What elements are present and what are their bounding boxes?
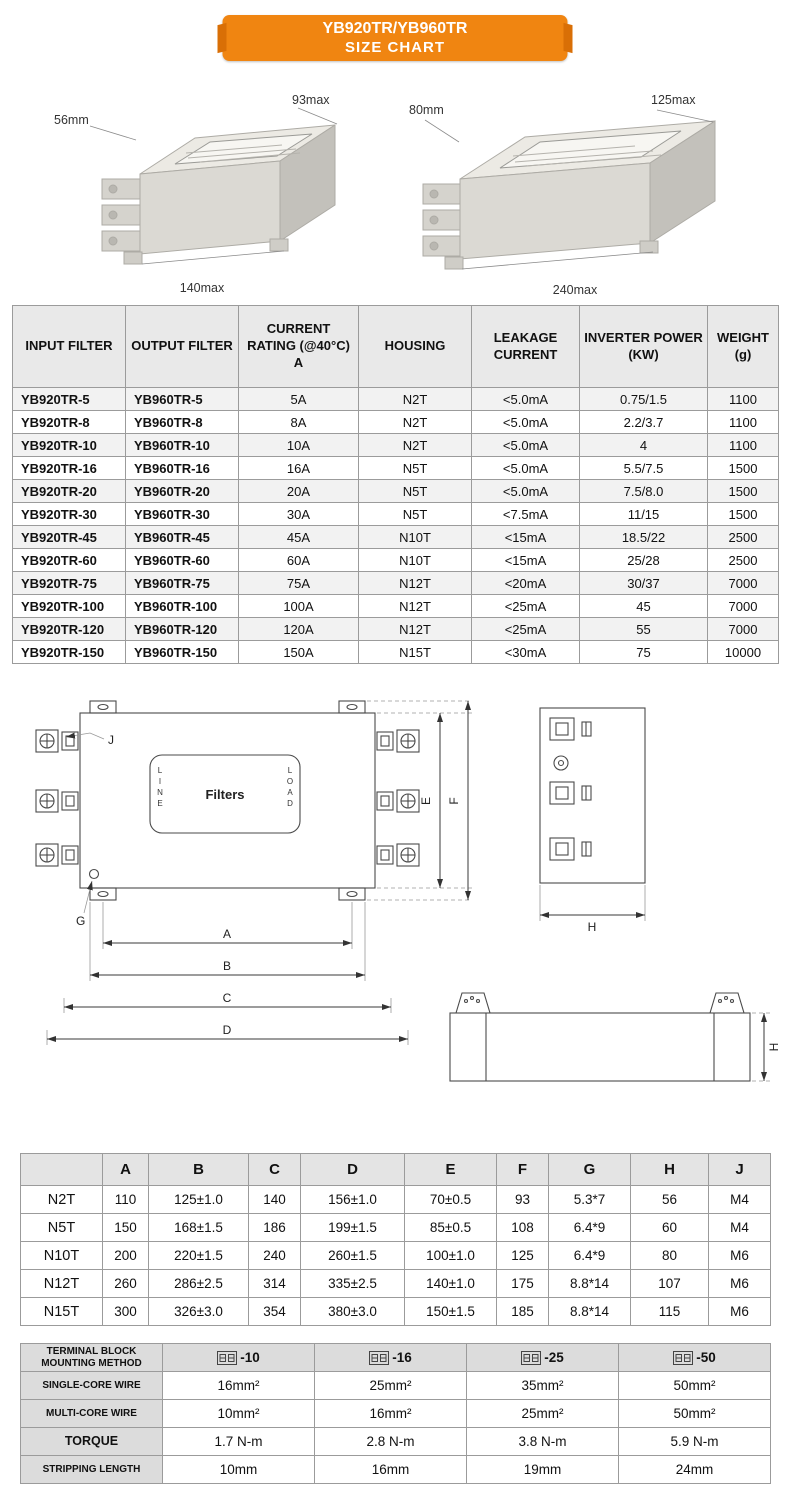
dim-col-header <box>21 1154 103 1186</box>
title-badge <box>223 15 568 61</box>
spec-cell: <15mA <box>472 526 580 549</box>
dim-label-h-side: H <box>587 920 597 934</box>
wire-cell: 3.8 N-m <box>467 1428 619 1456</box>
dim-col-header: C <box>249 1154 301 1186</box>
dim-height-label: 56mm <box>54 113 89 127</box>
dim-cell: 185 <box>497 1298 549 1326</box>
filters-label: Filters <box>205 787 245 802</box>
spec-cell: <7.5mA <box>472 503 580 526</box>
wiring-table <box>20 1343 771 1484</box>
spec-cell: YB960TR-16 <box>126 457 239 480</box>
spec-cell: N2T <box>359 434 472 457</box>
wire-cell: 16mm <box>315 1456 467 1484</box>
dimension-table <box>20 1153 771 1326</box>
dim-cell: 286±2.5 <box>149 1270 249 1298</box>
wire-row <box>21 1428 771 1456</box>
dim-row <box>21 1298 771 1326</box>
spec-cell: 1500 <box>708 480 779 503</box>
dim-cell: 220±1.5 <box>149 1242 249 1270</box>
dim-width-label: 240max <box>552 283 598 297</box>
spec-cell: 30/37 <box>580 572 708 595</box>
wire-cell: 25mm² <box>467 1400 619 1428</box>
page-title: YB920TR/YB960TR <box>322 19 468 37</box>
spec-header-row <box>13 306 779 388</box>
housing-name: N10T <box>21 1242 103 1270</box>
spec-cell: 1500 <box>708 457 779 480</box>
wire-row-label: TERMINAL BLOCK MOUNTING METHOD <box>21 1344 163 1372</box>
spec-cell: 4 <box>580 434 708 457</box>
dim-col-header: F <box>497 1154 549 1186</box>
wire-row <box>21 1400 771 1428</box>
wire-row <box>21 1456 771 1484</box>
spec-cell: N12T <box>359 595 472 618</box>
spec-cell: 2500 <box>708 526 779 549</box>
wire-cell: 16mm² <box>315 1400 467 1428</box>
load-label: L O A D <box>286 766 294 808</box>
dim-col-header: B <box>149 1154 249 1186</box>
terminal-size-label: -16 <box>392 1350 412 1365</box>
spec-col-header: WEIGHT (g) <box>708 306 779 388</box>
spec-cell: <5.0mA <box>472 434 580 457</box>
dim-label-j: J <box>108 733 114 747</box>
dim-cell: 70±0.5 <box>405 1186 497 1214</box>
spec-cell: <5.0mA <box>472 411 580 434</box>
spec-cell: 150A <box>239 641 359 664</box>
spec-cell: 25/28 <box>580 549 708 572</box>
spec-row <box>13 457 779 480</box>
spec-cell: <30mA <box>472 641 580 664</box>
spec-cell: 5.5/7.5 <box>580 457 708 480</box>
dim-cell: 6.4*9 <box>549 1242 631 1270</box>
dim-cell: 156±1.0 <box>301 1186 405 1214</box>
dim-col-header: D <box>301 1154 405 1186</box>
dim-cell: 240 <box>249 1242 301 1270</box>
spec-cell: YB920TR-120 <box>13 618 126 641</box>
terminal-block-icon <box>673 1351 693 1365</box>
spec-col-header: OUTPUT FILTER <box>126 306 239 388</box>
spec-cell: 1100 <box>708 388 779 411</box>
spec-cell: 10A <box>239 434 359 457</box>
spec-cell: N15T <box>359 641 472 664</box>
wire-cell: 25mm² <box>315 1372 467 1400</box>
housing-name: N5T <box>21 1214 103 1242</box>
dim-cell: 380±3.0 <box>301 1298 405 1326</box>
wire-row-label: TORQUE <box>21 1428 163 1456</box>
spec-cell: N5T <box>359 503 472 526</box>
dim-cell: 60 <box>631 1214 709 1242</box>
dim-cell: M6 <box>709 1242 771 1270</box>
dim-cell: 107 <box>631 1270 709 1298</box>
spec-col-header: CURRENT RATING (@40°C) A <box>239 306 359 388</box>
spec-row <box>13 526 779 549</box>
spec-row <box>13 549 779 572</box>
dim-label-a: A <box>222 927 232 941</box>
spec-cell: YB920TR-20 <box>13 480 126 503</box>
spec-cell: YB920TR-45 <box>13 526 126 549</box>
dim-cell: 260±1.5 <box>301 1242 405 1270</box>
spec-cell: YB920TR-30 <box>13 503 126 526</box>
spec-cell: 10000 <box>708 641 779 664</box>
wire-row-label: STRIPPING LENGTH <box>21 1456 163 1484</box>
dim-cell: 5.3*7 <box>549 1186 631 1214</box>
dim-cell: 8.8*14 <box>549 1270 631 1298</box>
dim-cell: 140 <box>249 1186 301 1214</box>
spec-row <box>13 434 779 457</box>
spec-cell: 1500 <box>708 503 779 526</box>
wire-cell: 50mm² <box>619 1400 771 1428</box>
spec-cell: YB920TR-8 <box>13 411 126 434</box>
dim-row <box>21 1242 771 1270</box>
spec-col-header: LEAKAGE CURRENT <box>472 306 580 388</box>
terminal-block-icon <box>217 1351 237 1365</box>
housing-name: N2T <box>21 1186 103 1214</box>
dim-label-g: G <box>76 914 86 928</box>
dim-cell: 6.4*9 <box>549 1214 631 1242</box>
spec-cell: YB960TR-8 <box>126 411 239 434</box>
bottom-view <box>450 993 750 1081</box>
dimension-drawings <box>20 693 790 1143</box>
spec-cell: 45A <box>239 526 359 549</box>
dim-col-header: A <box>103 1154 149 1186</box>
filter-box-small <box>102 125 335 264</box>
spec-cell: <5.0mA <box>472 457 580 480</box>
spec-cell: 7.5/8.0 <box>580 480 708 503</box>
spec-row <box>13 641 779 664</box>
wire-cell: 50mm² <box>619 1372 771 1400</box>
spec-row <box>13 411 779 434</box>
dim-label-d: D <box>222 1023 232 1037</box>
wire-row <box>21 1372 771 1400</box>
spec-cell: 120A <box>239 618 359 641</box>
dim-cell: 326±3.0 <box>149 1298 249 1326</box>
dim-col-header: J <box>709 1154 771 1186</box>
dim-cell: 335±2.5 <box>301 1270 405 1298</box>
dim-cell: 300 <box>103 1298 149 1326</box>
dim-width-label: 140max <box>179 281 225 295</box>
spec-cell: YB920TR-16 <box>13 457 126 480</box>
dim-cell: 56 <box>631 1186 709 1214</box>
spec-cell: YB960TR-30 <box>126 503 239 526</box>
spec-cell: 11/15 <box>580 503 708 526</box>
dim-lines-side <box>540 885 645 921</box>
dim-cell: 168±1.5 <box>149 1214 249 1242</box>
spec-cell: YB960TR-60 <box>126 549 239 572</box>
spec-row <box>13 388 779 411</box>
spec-cell: <25mA <box>472 618 580 641</box>
housing-name: N15T <box>21 1298 103 1326</box>
spec-row <box>13 503 779 526</box>
terminal-size-label: -50 <box>696 1350 716 1365</box>
spec-cell: N10T <box>359 549 472 572</box>
dimension-header-row <box>21 1154 771 1186</box>
spec-cell: YB960TR-10 <box>126 434 239 457</box>
spec-row <box>13 618 779 641</box>
spec-cell: N5T <box>359 457 472 480</box>
spec-cell: 100A <box>239 595 359 618</box>
spec-cell: <20mA <box>472 572 580 595</box>
dim-label-h-bottom: H <box>767 1042 781 1052</box>
spec-cell: 20A <box>239 480 359 503</box>
terminal-block-icon <box>369 1351 389 1365</box>
spec-cell: YB920TR-5 <box>13 388 126 411</box>
spec-cell: YB920TR-100 <box>13 595 126 618</box>
dim-cell: 354 <box>249 1298 301 1326</box>
dim-cell: M4 <box>709 1186 771 1214</box>
spec-cell: 75 <box>580 641 708 664</box>
product-photo-small <box>50 84 380 299</box>
spec-cell: N10T <box>359 526 472 549</box>
spec-col-header: HOUSING <box>359 306 472 388</box>
dim-cell: 100±1.0 <box>405 1242 497 1270</box>
dim-cell: M4 <box>709 1214 771 1242</box>
spec-cell: 8A <box>239 411 359 434</box>
spec-table <box>12 305 779 664</box>
spec-cell: 0.75/1.5 <box>580 388 708 411</box>
spec-cell: 30A <box>239 503 359 526</box>
spec-cell: 5A <box>239 388 359 411</box>
spec-cell: <5.0mA <box>472 480 580 503</box>
filter-box-large <box>423 121 715 269</box>
wire-cell: 19mm <box>467 1456 619 1484</box>
spec-cell: YB960TR-150 <box>126 641 239 664</box>
line-label: L I N E <box>157 766 163 808</box>
spec-cell: N2T <box>359 411 472 434</box>
spec-cell: YB960TR-45 <box>126 526 239 549</box>
dim-label-b: B <box>222 959 232 973</box>
spec-cell: YB960TR-5 <box>126 388 239 411</box>
spec-cell: YB920TR-10 <box>13 434 126 457</box>
spec-cell: 16A <box>239 457 359 480</box>
dim-cell: 115 <box>631 1298 709 1326</box>
product-photo-large <box>395 84 770 304</box>
wire-cell <box>163 1344 315 1372</box>
spec-cell: YB960TR-100 <box>126 595 239 618</box>
wire-cell: 10mm² <box>163 1400 315 1428</box>
dim-cell: 314 <box>249 1270 301 1298</box>
wire-cell <box>619 1344 771 1372</box>
spec-cell: YB960TR-75 <box>126 572 239 595</box>
dim-cell: 110 <box>103 1186 149 1214</box>
dim-depth-label: 93max <box>292 93 330 107</box>
spec-cell: N2T <box>359 388 472 411</box>
spec-cell: YB960TR-120 <box>126 618 239 641</box>
dim-label-c: C <box>222 991 232 1005</box>
spec-cell: 2500 <box>708 549 779 572</box>
dim-col-header: H <box>631 1154 709 1186</box>
dim-cell: 186 <box>249 1214 301 1242</box>
spec-col-header: INPUT FILTER <box>13 306 126 388</box>
spec-cell: YB920TR-60 <box>13 549 126 572</box>
terminal-size-label: -10 <box>240 1350 260 1365</box>
wire-cell: 35mm² <box>467 1372 619 1400</box>
dim-row <box>21 1186 771 1214</box>
page-subtitle: SIZE CHART <box>345 38 445 56</box>
dim-cell: M6 <box>709 1270 771 1298</box>
housing-name: N12T <box>21 1270 103 1298</box>
spec-cell: 45 <box>580 595 708 618</box>
wire-cell <box>467 1344 619 1372</box>
spec-cell: 75A <box>239 572 359 595</box>
wire-cell: 10mm <box>163 1456 315 1484</box>
spec-row <box>13 572 779 595</box>
dim-cell: 150±1.5 <box>405 1298 497 1326</box>
spec-cell: <15mA <box>472 549 580 572</box>
dim-cell: M6 <box>709 1298 771 1326</box>
spec-cell: 55 <box>580 618 708 641</box>
dim-cell: 125 <box>497 1242 549 1270</box>
spec-cell: 7000 <box>708 572 779 595</box>
wire-row <box>21 1344 771 1372</box>
dim-cell: 199±1.5 <box>301 1214 405 1242</box>
wire-cell: 5.9 N-m <box>619 1428 771 1456</box>
spec-cell: N5T <box>359 480 472 503</box>
terminal-size-label: -25 <box>544 1350 564 1365</box>
wire-cell: 16mm² <box>163 1372 315 1400</box>
spec-cell: N12T <box>359 618 472 641</box>
spec-cell: N12T <box>359 572 472 595</box>
side-view <box>540 708 645 883</box>
dim-cell: 175 <box>497 1270 549 1298</box>
dim-col-header: G <box>549 1154 631 1186</box>
wire-cell: 2.8 N-m <box>315 1428 467 1456</box>
wire-cell: 1.7 N-m <box>163 1428 315 1456</box>
spec-cell: <25mA <box>472 595 580 618</box>
dim-label-f: F <box>447 797 461 805</box>
terminal-block-icon <box>521 1351 541 1365</box>
dim-cell: 200 <box>103 1242 149 1270</box>
wire-cell: 24mm <box>619 1456 771 1484</box>
dim-row <box>21 1214 771 1242</box>
spec-cell: 1100 <box>708 434 779 457</box>
dim-cell: 125±1.0 <box>149 1186 249 1214</box>
dim-cell: 140±1.0 <box>405 1270 497 1298</box>
spec-row <box>13 595 779 618</box>
spec-cell: YB920TR-150 <box>13 641 126 664</box>
dim-cell: 93 <box>497 1186 549 1214</box>
dim-depth-label: 125max <box>651 93 696 107</box>
spec-row <box>13 480 779 503</box>
dim-cell: 260 <box>103 1270 149 1298</box>
spec-cell: 1100 <box>708 411 779 434</box>
spec-cell: 7000 <box>708 595 779 618</box>
spec-cell: 2.2/3.7 <box>580 411 708 434</box>
dim-cell: 150 <box>103 1214 149 1242</box>
wire-row-label: SINGLE-CORE WIRE <box>21 1372 163 1400</box>
dim-col-header: E <box>405 1154 497 1186</box>
spec-cell: YB960TR-20 <box>126 480 239 503</box>
spec-cell: 60A <box>239 549 359 572</box>
spec-col-header: INVERTER POWER (KW) <box>580 306 708 388</box>
dim-label-e: E <box>419 796 433 806</box>
dim-cell: 80 <box>631 1242 709 1270</box>
spec-cell: <5.0mA <box>472 388 580 411</box>
spec-cell: 18.5/22 <box>580 526 708 549</box>
dim-cell: 108 <box>497 1214 549 1242</box>
dim-cell: 85±0.5 <box>405 1214 497 1242</box>
spec-cell: 7000 <box>708 618 779 641</box>
dim-cell: 8.8*14 <box>549 1298 631 1326</box>
wire-row-label: MULTI-CORE WIRE <box>21 1400 163 1428</box>
dim-row <box>21 1270 771 1298</box>
wire-cell <box>315 1344 467 1372</box>
spec-cell: YB920TR-75 <box>13 572 126 595</box>
dim-height-label: 80mm <box>409 103 444 117</box>
